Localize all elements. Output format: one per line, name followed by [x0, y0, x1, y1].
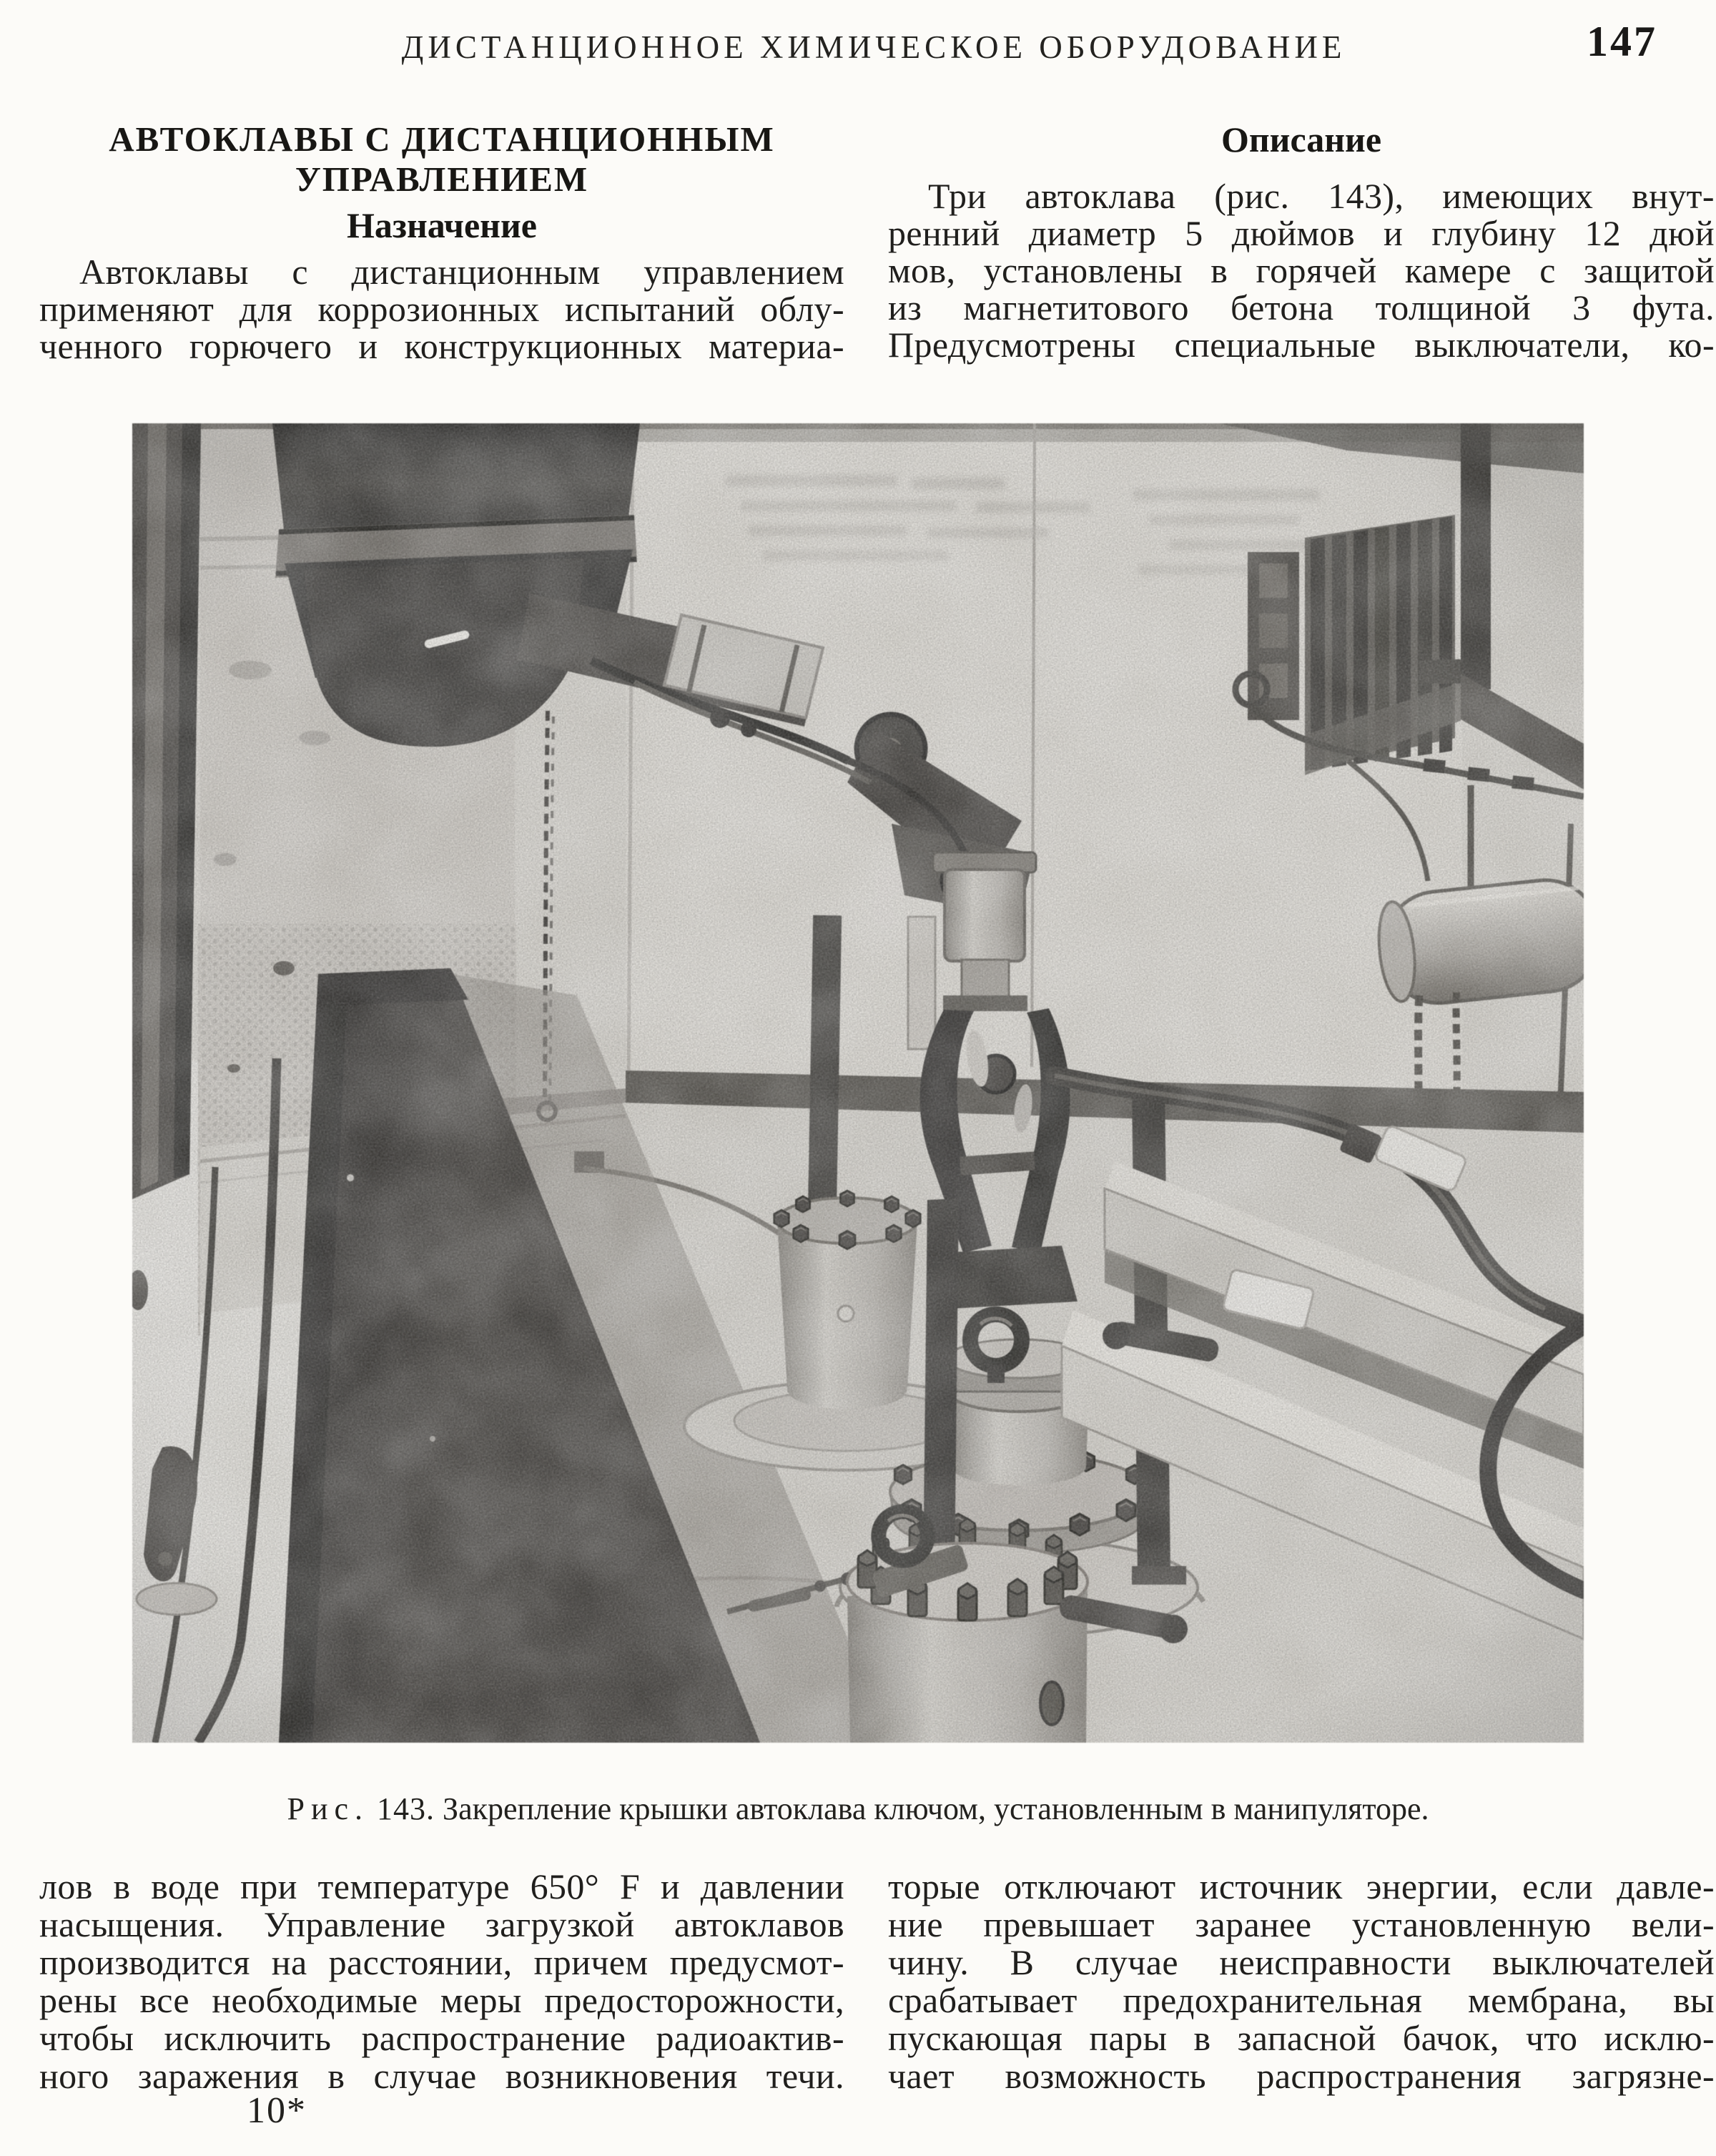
figure-caption [0, 1791, 1716, 1827]
text-line: ние превышает заранее установленную вели- [888, 1904, 1715, 1944]
running-head: ДИСТАНЦИОННОЕ ХИМИЧЕСКОЕ ОБОРУДОВАНИЕ [401, 29, 1346, 65]
text-line: рены все необходимые меры предосторожности, [39, 1980, 844, 2020]
text-line: торые отключают источник энергии, если давле- [888, 1866, 1715, 1906]
figure-caption-text: Закрепление крышки автоклава ключом, установленным в манипуляторе. [443, 1791, 1429, 1826]
text-line: ченного горючего и конструкционных материа- [39, 326, 844, 366]
page-number: 147 [1587, 18, 1657, 65]
text-line: чтобы исключить распространение радиоактив- [39, 2018, 844, 2058]
text-line: производится на расстоянии, причем предусмот- [39, 1942, 844, 1982]
paragraph-top-right [888, 177, 1715, 363]
subheading-opisanie: Описание [1221, 119, 1382, 159]
text-line: мов, установлены в горячей камере с защитой [888, 250, 1715, 290]
paragraph-bottom-right [888, 1868, 1715, 2095]
photo-grain [132, 423, 1584, 1743]
text-line: лов в воде при температуре 650° F и давлении [39, 1866, 844, 1906]
figure-photo [132, 423, 1584, 1743]
text-line: Автоклавы с дистанционным управлением [79, 252, 844, 292]
section-title-line1: АВТОКЛАВЫ С ДИСТАНЦИОННЫМ [109, 119, 775, 159]
section-title-line2: УПРАВЛЕНИЕМ [295, 159, 589, 199]
subheading-naznachenie: Назначение [347, 205, 537, 245]
text-line: ренний диаметр 5 дюймов и глубину 12 дюй [888, 213, 1715, 253]
text-line: применяют для коррозионных испытаний облу- [39, 289, 844, 329]
paragraph-top-left [39, 253, 844, 365]
signature-mark: 10* [247, 2090, 307, 2131]
text-line: пускающая пары в запасной бачок, что исклю- [888, 2018, 1715, 2058]
paragraph-bottom-left [39, 1868, 844, 2095]
text-line: Предусмотрены специальные выключатели, ко- [888, 325, 1715, 365]
text-line: ного заражения в случае возникновения течи. [39, 2056, 844, 2096]
text-line: чину. В случае неисправности выключателей [888, 1942, 1715, 1982]
figure-caption-label: Рис. [287, 1791, 370, 1826]
text-line: срабатывает предохранительная мембрана, вы [888, 1980, 1715, 2020]
figure-caption-number: 143. [377, 1791, 435, 1826]
text-line: Три автоклава (рис. 143), имеющих внут- [928, 176, 1715, 216]
text-line: насыщения. Управление загрузкой автоклавов [39, 1904, 844, 1944]
text-line: из магнетитового бетона толщиной 3 фута. [888, 287, 1715, 328]
hot-cell-photo [132, 423, 1584, 1743]
text-line: чает возможность распространения загрязне- [888, 2056, 1715, 2096]
